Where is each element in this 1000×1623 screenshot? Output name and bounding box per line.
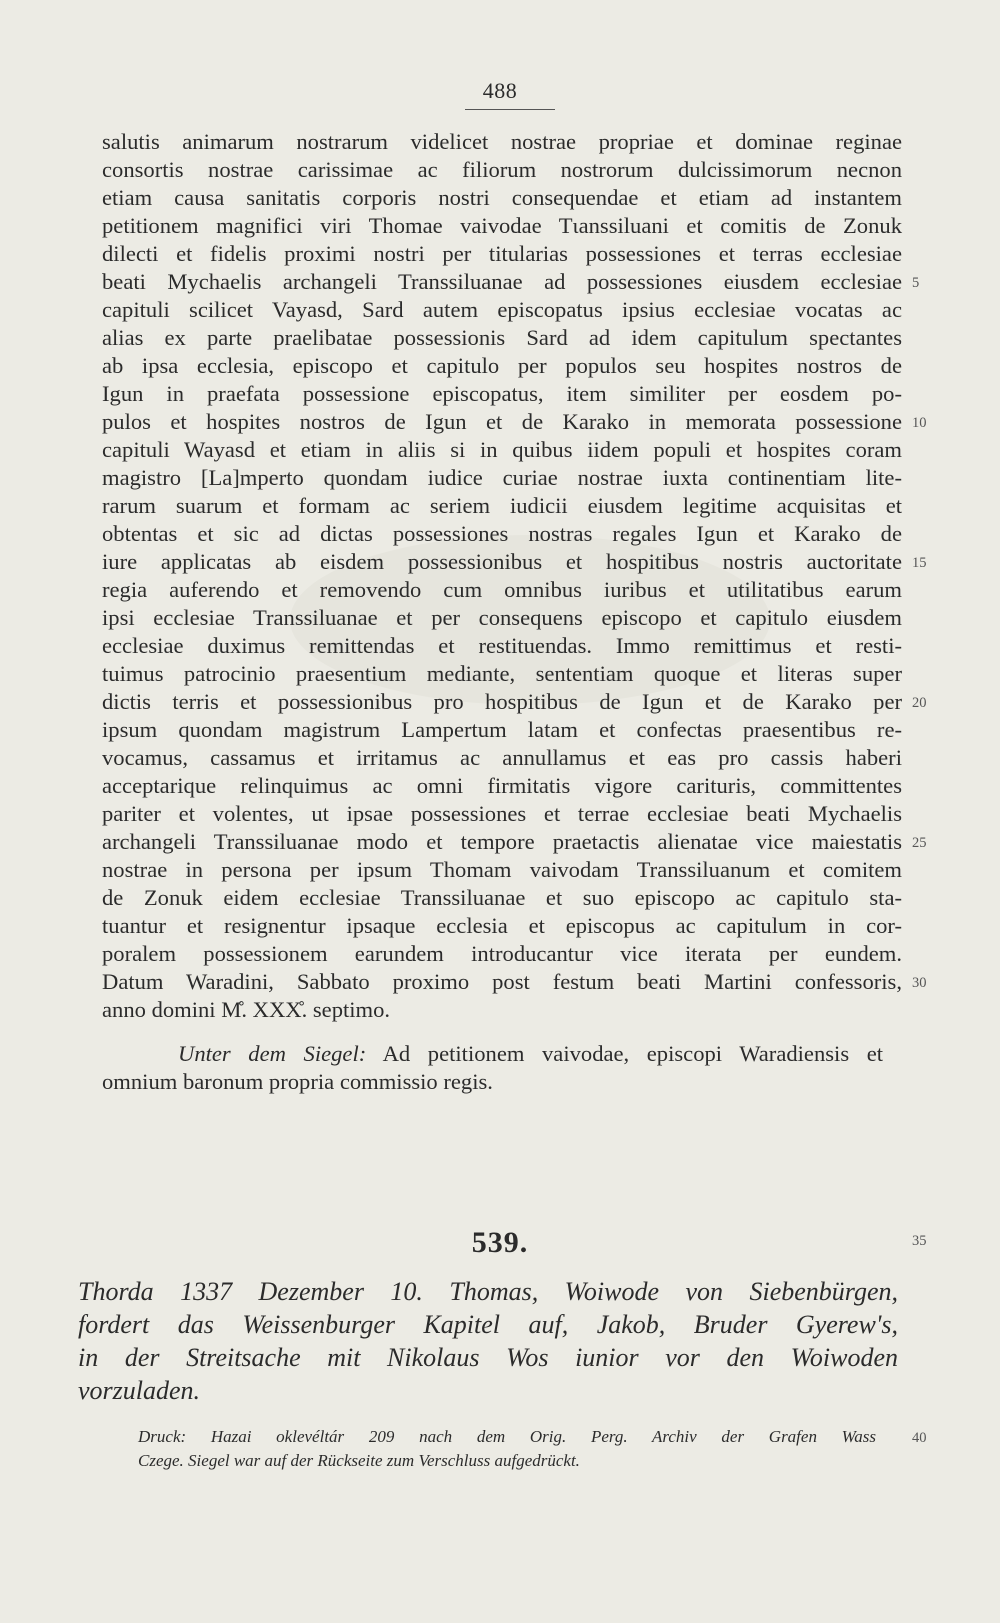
body-line: de Zonuk eidem ecclesiae Transsiluanae et suo episcopo ac capitulo sta-	[102, 885, 902, 910]
seal-note-label: Unter dem Siegel:	[178, 1041, 367, 1066]
body-line: etiam causa sanitatis corporis nostri consequendae et etiam ad instantem	[102, 185, 902, 210]
body-line: vocamus, cassamus et irritamus ac annullamus et eas pro cassis haberi	[102, 745, 902, 770]
body-line: dictis terris et possessionibus pro hospitibus de Igun et de Karako per	[102, 689, 902, 714]
page-number: 488	[482, 78, 518, 103]
body-line: beati Mychaelis archangeli Transsiluanae ad possessiones eiusdem ecclesiae	[102, 269, 902, 294]
body-line: tuimus patrocinio praesentium mediante, sententiam quoque et literas super	[102, 661, 902, 686]
seal-note-text: Ad petitionem vaivodae, episcopi Waradiensis et	[382, 1041, 883, 1066]
regest-line: fordert das Weissenburger Kapitel auf, Jakob, Bruder Gyerew's,	[78, 1310, 898, 1339]
body-line: capituli Wayasd et etiam in aliis si in quibus iidem populi et hospites coram	[102, 437, 902, 462]
body-line: regia auferendo et removendo cum omnibus iuribus et utilitatibus earum	[102, 577, 902, 602]
seal-note-line-1	[178, 1043, 883, 1066]
margin-line-number: 5	[912, 275, 920, 291]
margin-line-number: 15	[912, 555, 927, 571]
margin-line-number: 25	[912, 835, 927, 851]
body-line: Datum Waradini, Sabbato proximo post festum beati Martini confessoris,	[102, 969, 902, 994]
body-line: pariter et volentes, ut ipsae possessiones et terrae ecclesiae beati Mychaelis	[102, 801, 902, 826]
margin-line-number: 30	[912, 975, 927, 991]
body-line: tuantur et resignentur ipsaque ecclesia et episcopus ac capitulum in cor-	[102, 913, 902, 938]
page-number-rule	[465, 109, 555, 110]
margin-line-number: 10	[912, 415, 927, 431]
margin-line-number: 35	[912, 1233, 927, 1249]
body-line: ecclesiae duximus remittendas et restituendas. Immo remittimus et resti-	[102, 633, 902, 658]
regest-line: in der Streitsache mit Nikolaus Wos iunior vor den Woiwoden	[78, 1343, 898, 1372]
body-line: magistro [La]mperto quondam iudice curiae nostrae iuxta continentiam lite-	[102, 465, 902, 490]
body-line: ipsi ecclesiae Transsiluanae et per consequens episcopo et capitulo eiusdem	[102, 605, 902, 630]
body-line: obtentas et sic ad dictas possessiones nostras regales Igun et Karako de	[102, 521, 902, 546]
body-line: petitionem magnifici viri Thomae vaivodae Tιanssiluani et comitis de Zonuk	[102, 213, 902, 238]
body-line: alias ex parte praelibatae possessionis Sard ad idem capitulum spectantes	[102, 325, 902, 350]
body-line: ipsum quondam magistrum Lampertum latam et confectas praesentibus re-	[102, 717, 902, 742]
margin-line-number: 20	[912, 695, 927, 711]
body-line: acceptarique relinquimus ac omni firmitatis vigore carituris, committentes	[102, 773, 902, 798]
margin-line-number: 40	[912, 1430, 927, 1446]
body-line: anno domini M̊. XXX̊. septimo.	[102, 997, 391, 1022]
document-number: 539.	[471, 1226, 529, 1259]
body-line: ab ipsa ecclesia, episcopo et capitulo per populos seu hospites nostros de	[102, 353, 902, 378]
body-line: capituli scilicet Vayasd, Sard autem episcopatus ipsius ecclesiae vocatas ac	[102, 297, 902, 322]
print-note-line: Druck: Hazai oklevéltár 209 nach dem Orig. Perg. Archiv der Grafen Wass	[138, 1427, 876, 1446]
print-note-line: Czege. Siegel war auf der Rückseite zum Verschluss aufgedrückt.	[138, 1451, 580, 1470]
body-line: salutis animarum nostrarum videlicet nostrae propriae et dominae reginae	[102, 129, 902, 154]
body-line: rarum suarum et formam ac seriem iudicii eiusdem legitime acquisitas et	[102, 493, 902, 518]
body-line: Igun in praefata possessione episcopatus, item similiter per eosdem po-	[102, 381, 902, 406]
body-line: dilecti et fidelis proximi nostri per titularias possessiones et terras ecclesiae	[102, 241, 902, 266]
body-line: nostrae in persona per ipsum Thomam vaivodam Transsiluanum et comitem	[102, 857, 902, 882]
seal-note-line-2: omnium baronum propria commissio regis.	[102, 1069, 493, 1094]
body-line: archangeli Transsiluanae modo et tempore praetactis alienatae vice maiestatis	[102, 829, 902, 854]
regest-line: Thorda 1337 Dezember 10. Thomas, Woiwode von Siebenbürgen,	[78, 1277, 898, 1306]
regest-line: vorzuladen.	[78, 1376, 201, 1405]
body-line: pulos et hospites nostros de Igun et de Karako in memorata possessione	[102, 409, 902, 434]
body-line: poralem possessionem earundem introducantur vice iterata per eundem.	[102, 941, 902, 966]
body-line: consortis nostrae carissimae ac filiorum nostrorum dulcissimorum necnon	[102, 157, 902, 182]
body-line: iure applicatas ab eisdem possessionibus et hospitibus nostris auctoritate	[102, 549, 902, 574]
